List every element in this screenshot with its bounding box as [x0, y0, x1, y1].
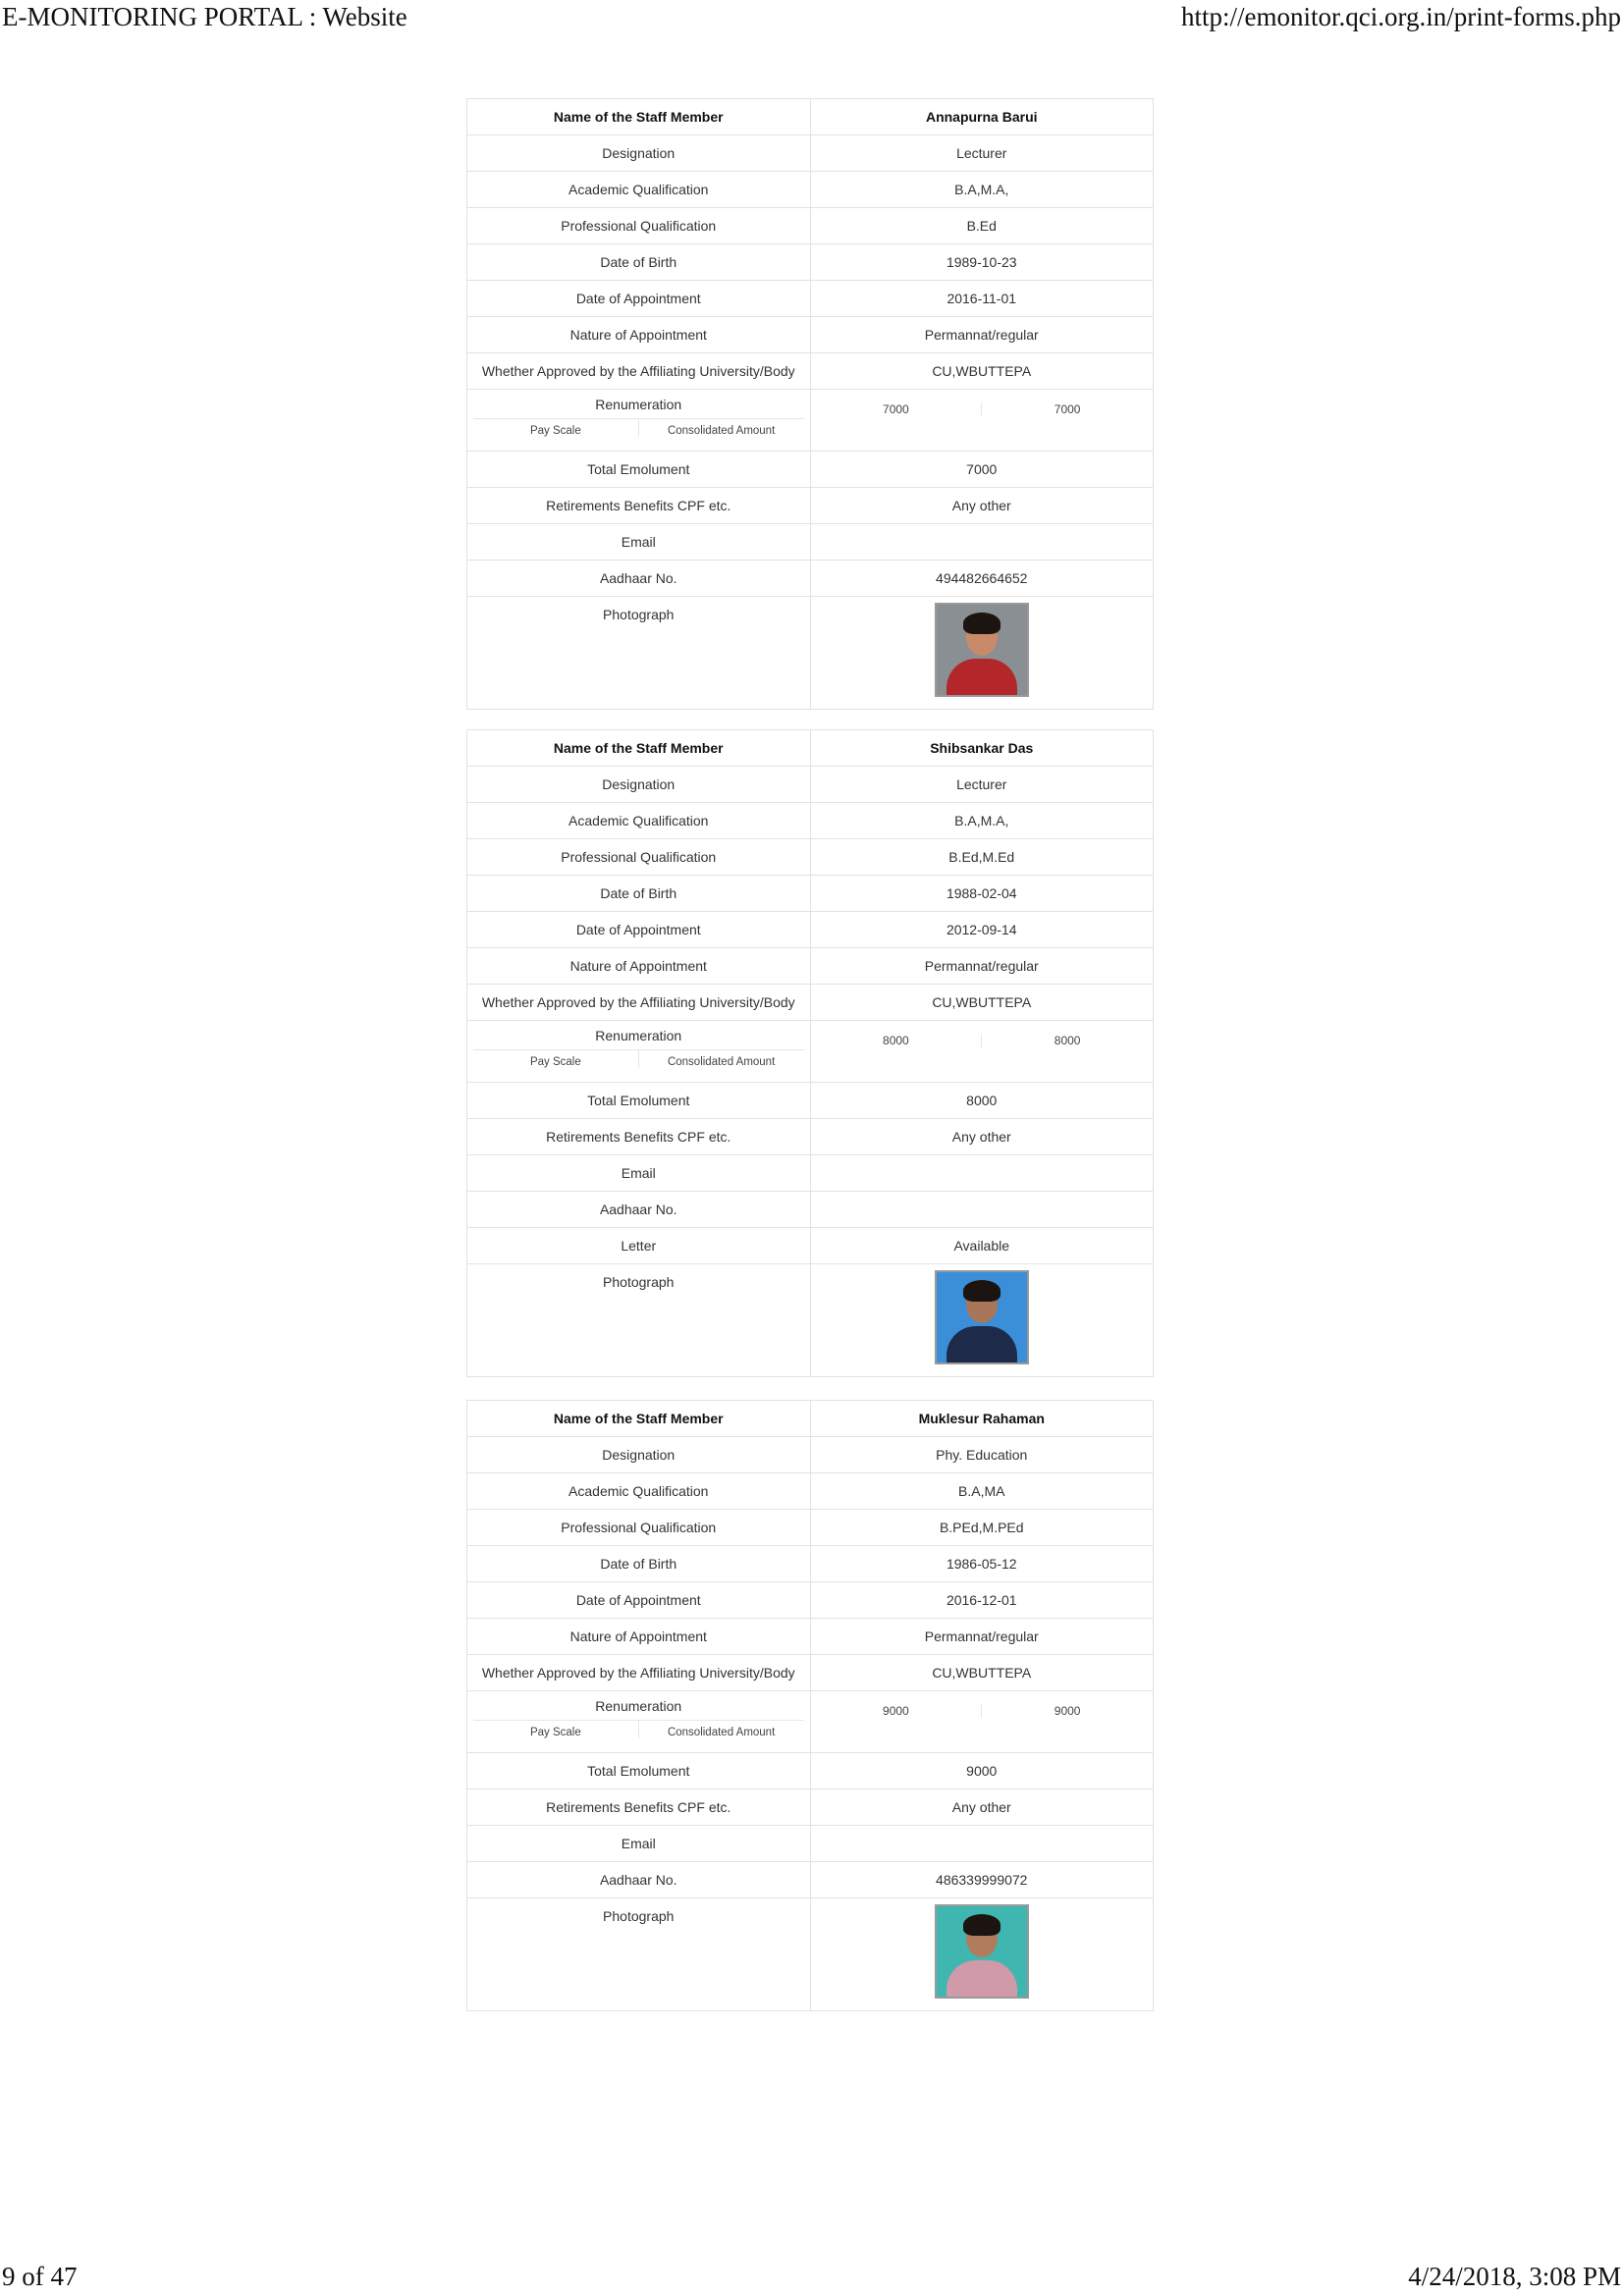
consolidated-label: Consolidated Amount	[667, 1727, 776, 1738]
renumeration-label: Renumeration	[595, 1028, 682, 1043]
professional-value: B.PEd,M.PEd	[810, 1510, 1154, 1546]
name-label: Name of the Staff Member	[467, 1401, 811, 1437]
retirement-label: Retirements Benefits CPF etc.	[467, 1119, 811, 1155]
renumeration-values	[810, 390, 1154, 452]
retirement-value: Any other	[810, 488, 1154, 524]
renumeration-subheaders	[473, 1049, 804, 1068]
photo-body	[947, 1960, 1017, 1999]
aadhaar-label: Aadhaar No.	[467, 561, 811, 597]
staff-table	[466, 98, 1154, 710]
dob-value: 1988-02-04	[810, 876, 1154, 912]
retirement-label: Retirements Benefits CPF etc.	[467, 1789, 811, 1826]
total-label: Total Emolument	[467, 1753, 811, 1789]
renumeration-cell	[467, 1021, 811, 1083]
approved-value: CU,WBUTTEPA	[810, 353, 1154, 390]
staff-photo	[935, 1270, 1029, 1364]
renumeration-values	[810, 1691, 1154, 1753]
designation-value: Phy. Education	[810, 1437, 1154, 1473]
email-label: Email	[467, 524, 811, 561]
photo-hair	[963, 613, 1001, 634]
staff-name: Muklesur Rahaman	[810, 1401, 1154, 1437]
staff-photo	[935, 603, 1029, 697]
photo-body	[947, 659, 1017, 697]
photo-body	[947, 1326, 1017, 1364]
renumeration-label: Renumeration	[595, 1698, 682, 1714]
designation-label: Designation	[467, 135, 811, 172]
email-label: Email	[467, 1826, 811, 1862]
renumeration-values	[810, 1021, 1154, 1083]
staff-table	[466, 1400, 1154, 2011]
dob-value: 1986-05-12	[810, 1546, 1154, 1582]
designation-value: Lecturer	[810, 135, 1154, 172]
dob-label: Date of Birth	[467, 876, 811, 912]
print-timestamp: 4/24/2018, 3:08 PM	[1408, 2262, 1621, 2291]
photo-hair	[963, 1914, 1001, 1936]
pay-scale-label: Pay Scale	[473, 1050, 639, 1068]
letter-label: Letter	[467, 1228, 811, 1264]
email-label: Email	[467, 1155, 811, 1192]
total-label: Total Emolument	[467, 1083, 811, 1119]
designation-label: Designation	[467, 767, 811, 803]
photo-label: Photograph	[467, 1264, 811, 1377]
doa-label: Date of Appointment	[467, 912, 811, 948]
retirement-value: Any other	[810, 1789, 1154, 1826]
aadhaar-value	[810, 1192, 1154, 1228]
designation-value: Lecturer	[810, 767, 1154, 803]
photo-cell	[810, 1264, 1154, 1377]
retirement-label: Retirements Benefits CPF etc.	[467, 488, 811, 524]
professional-label: Professional Qualification	[467, 839, 811, 876]
staff-table	[466, 729, 1154, 1377]
approved-value: CU,WBUTTEPA	[810, 985, 1154, 1021]
consolidated-label: Consolidated Amount	[667, 1056, 776, 1068]
renumeration-cell	[467, 390, 811, 452]
email-value	[810, 1155, 1154, 1192]
nature-label: Nature of Appointment	[467, 948, 811, 985]
aadhaar-value: 486339999072	[810, 1862, 1154, 1898]
approved-label: Whether Approved by the Affiliating University/Body	[467, 985, 811, 1021]
photo-cell	[810, 1898, 1154, 2011]
photo-label: Photograph	[467, 1898, 811, 2011]
consolidated-value: 9000	[1054, 1704, 1081, 1718]
total-label: Total Emolument	[467, 452, 811, 488]
approved-label: Whether Approved by the Affiliating University/Body	[467, 353, 811, 390]
pay-scale-value: 9000	[811, 1704, 983, 1718]
doa-value: 2016-12-01	[810, 1582, 1154, 1619]
dob-label: Date of Birth	[467, 244, 811, 281]
page-header-url: http://emonitor.qci.org.in/print-forms.php	[1181, 2, 1621, 31]
aadhaar-value: 494482664652	[810, 561, 1154, 597]
academic-label: Academic Qualification	[467, 803, 811, 839]
page-counter: 9 of 47	[2, 2262, 78, 2291]
approved-label: Whether Approved by the Affiliating University/Body	[467, 1655, 811, 1691]
aadhaar-label: Aadhaar No.	[467, 1862, 811, 1898]
staff-name: Shibsankar Das	[810, 730, 1154, 767]
total-value: 7000	[810, 452, 1154, 488]
academic-label: Academic Qualification	[467, 1473, 811, 1510]
total-value: 8000	[810, 1083, 1154, 1119]
email-value	[810, 1826, 1154, 1862]
professional-label: Professional Qualification	[467, 208, 811, 244]
renumeration-subheaders	[473, 1720, 804, 1738]
academic-value: B.A,MA	[810, 1473, 1154, 1510]
aadhaar-label: Aadhaar No.	[467, 1192, 811, 1228]
staff-photo	[935, 1904, 1029, 1999]
name-label: Name of the Staff Member	[467, 730, 811, 767]
nature-value: Permannat/regular	[810, 948, 1154, 985]
doa-value: 2012-09-14	[810, 912, 1154, 948]
consolidated-value: 7000	[1054, 402, 1081, 416]
photo-label: Photograph	[467, 597, 811, 710]
pay-scale-value: 7000	[811, 402, 983, 416]
designation-label: Designation	[467, 1437, 811, 1473]
academic-label: Academic Qualification	[467, 172, 811, 208]
email-value	[810, 524, 1154, 561]
photo-cell	[810, 597, 1154, 710]
renumeration-label: Renumeration	[595, 397, 682, 412]
total-value: 9000	[810, 1753, 1154, 1789]
doa-label: Date of Appointment	[467, 281, 811, 317]
academic-value: B.A,M.A,	[810, 803, 1154, 839]
nature-label: Nature of Appointment	[467, 1619, 811, 1655]
renumeration-subheaders	[473, 418, 804, 437]
doa-label: Date of Appointment	[467, 1582, 811, 1619]
nature-label: Nature of Appointment	[467, 317, 811, 353]
consolidated-label: Consolidated Amount	[667, 425, 776, 437]
page-header-title: E-MONITORING PORTAL : Website	[2, 2, 407, 31]
professional-label: Professional Qualification	[467, 1510, 811, 1546]
renumeration-cell	[467, 1691, 811, 1753]
consolidated-value: 8000	[1054, 1034, 1081, 1047]
pay-scale-label: Pay Scale	[473, 419, 639, 437]
pay-scale-value: 8000	[811, 1034, 983, 1047]
pay-scale-label: Pay Scale	[473, 1721, 639, 1738]
dob-value: 1989-10-23	[810, 244, 1154, 281]
dob-label: Date of Birth	[467, 1546, 811, 1582]
photo-hair	[963, 1280, 1001, 1302]
letter-value: Available	[810, 1228, 1154, 1264]
doa-value: 2016-11-01	[810, 281, 1154, 317]
professional-value: B.Ed,M.Ed	[810, 839, 1154, 876]
nature-value: Permannat/regular	[810, 317, 1154, 353]
name-label: Name of the Staff Member	[467, 99, 811, 135]
retirement-value: Any other	[810, 1119, 1154, 1155]
nature-value: Permannat/regular	[810, 1619, 1154, 1655]
professional-value: B.Ed	[810, 208, 1154, 244]
staff-name: Annapurna Barui	[810, 99, 1154, 135]
approved-value: CU,WBUTTEPA	[810, 1655, 1154, 1691]
academic-value: B.A,M.A,	[810, 172, 1154, 208]
